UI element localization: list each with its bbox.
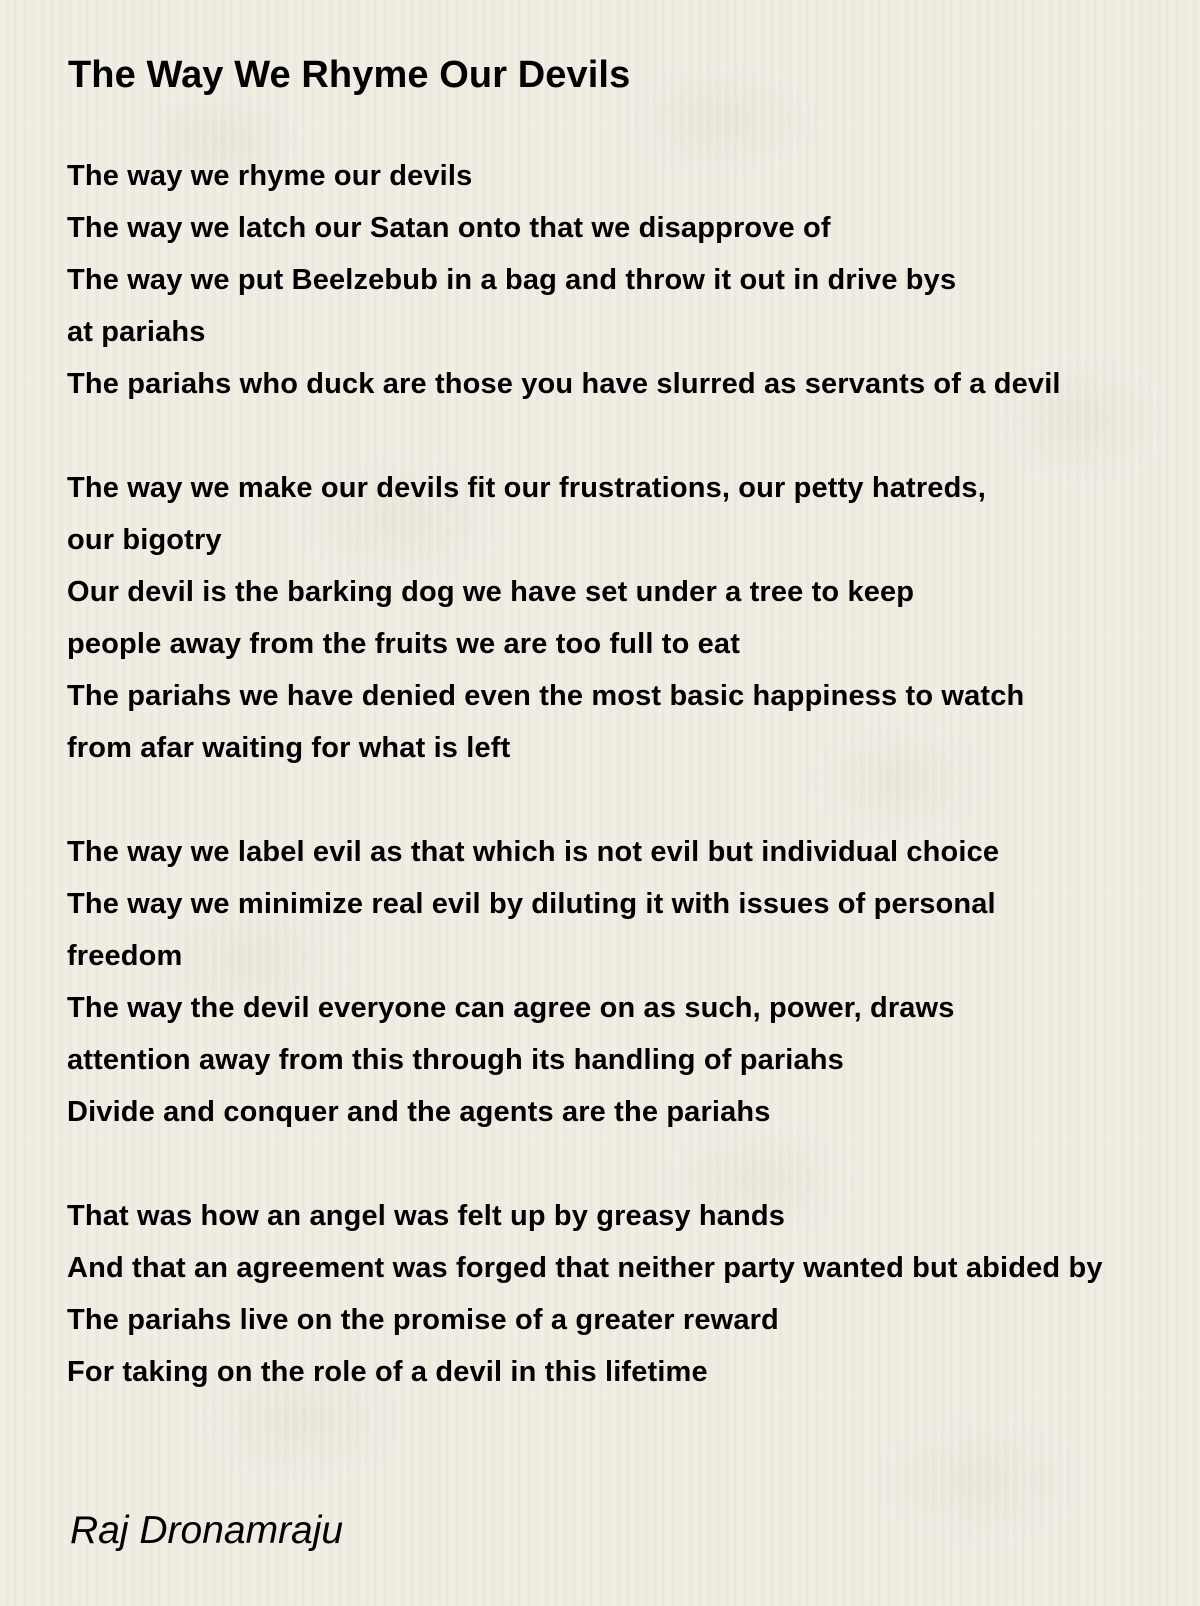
poem-line: The way we label evil as that which is not evil but individual choice [67, 836, 1000, 868]
poem-line: people away from the fruits we are too full to eat [67, 628, 740, 660]
stanza-2 [67, 462, 1200, 774]
author-name: Raj Dronamraju [70, 1509, 344, 1552]
poem-line: The way we rhyme our devils [67, 160, 473, 192]
poem-line: The pariahs live on the promise of a greater reward [67, 1304, 779, 1336]
stanza-1 [67, 150, 1200, 410]
poem-line: The pariahs we have denied even the most basic happiness to watch [67, 680, 1025, 712]
poem-line: from afar waiting for what is left [67, 732, 511, 764]
poem-line: The way we minimize real evil by diluting it with issues of personal [67, 888, 996, 920]
poem-line: The pariahs who duck are those you have slurred as servants of a devil [67, 368, 1061, 400]
poem-line: For taking on the role of a devil in this lifetime [67, 1356, 708, 1388]
poem-line: The way we put Beelzebub in a bag and throw it out in drive bys [67, 264, 957, 296]
stanza-4 [67, 1190, 1200, 1398]
poem-line: attention away from this through its handling of pariahs [67, 1044, 844, 1076]
poem-line: Our devil is the barking dog we have set under a tree to keep [67, 576, 915, 608]
poem-line: And that an agreement was forged that neither party wanted but abided by [67, 1252, 1103, 1284]
poem-line: freedom [67, 940, 183, 972]
poem-line: The way we make our devils fit our frustrations, our petty hatreds, [67, 472, 986, 504]
poem-line: at pariahs [67, 316, 206, 348]
poem-body [67, 150, 1200, 1398]
poem-line: our bigotry [67, 524, 222, 556]
poem-line: The way the devil everyone can agree on as such, power, draws [67, 992, 955, 1024]
poem-title: The Way We Rhyme Our Devils [68, 54, 631, 96]
poem-line: Divide and conquer and the agents are the pariahs [67, 1096, 771, 1128]
stanza-3 [67, 826, 1200, 1138]
poem-line: The way we latch our Satan onto that we disapprove of [67, 212, 831, 244]
poem-line: That was how an angel was felt up by greasy hands [67, 1200, 786, 1232]
